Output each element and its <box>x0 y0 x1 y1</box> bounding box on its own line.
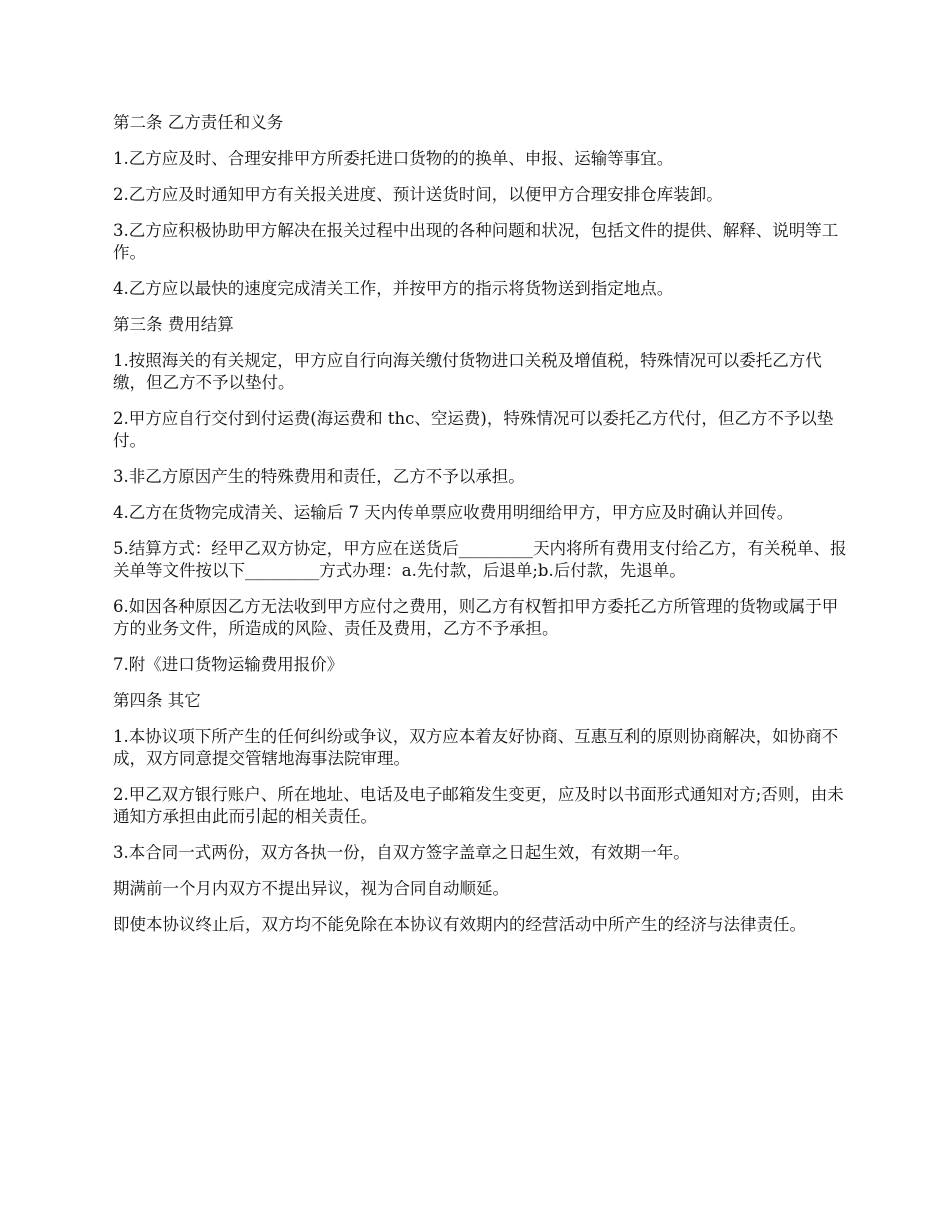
section-heading-article-4: 第四条 其它 <box>113 691 201 710</box>
clause-2-4: 4.乙方应以最快的速度完成清关工作，并按甲方的指示将货物送到指定地点。 <box>113 279 674 298</box>
section-heading-article-3: 第三条 费用结算 <box>113 315 234 334</box>
clause-4-3: 3.本合同一式两份，双方各执一份，自双方签字盖章之日起生效，有效期一年。 <box>113 843 690 862</box>
clause-3-7: 7.附《进口货物运输费用报价》 <box>113 655 344 674</box>
clause-4-survival: 即使本协议终止后，双方均不能免除在本协议有效期内的经营活动中所产生的经济与法律责任。 <box>113 915 806 934</box>
clause-2-1: 1.乙方应及时、合理安排甲方所委托进口货物的的换单、申报、运输等事宜。 <box>113 149 674 168</box>
clause-3-3: 3.非乙方原因产生的特殊费用和责任，乙方不予以承担。 <box>113 467 525 486</box>
document-body <box>113 112 848 950</box>
clause-3-6: 6.如因各种原因乙方无法收到甲方应付之费用，则乙方有权暂扣甲方委托乙方所管理的货物或属于甲方的业务文件，所造成的风险、责任及费用，乙方不予承担。 <box>113 597 839 638</box>
clause-2-2: 2.乙方应及时通知甲方有关报关进度、预计送货时间，以便甲方合理安排仓库装卸。 <box>113 185 723 204</box>
clause-2-3: 3.乙方应积极协助甲方解决在报关过程中出现的各种问题和状况，包括文件的提供、解释、说明等工作。 <box>113 221 839 262</box>
clause-3-1: 1.按照海关的有关规定，甲方应自行向海关缴付货物进口关税及增值税，特殊情况可以委托乙方代缴，但乙方不予以垫付。 <box>113 351 822 392</box>
clause-3-4: 4.乙方在货物完成清关、运输后 7 天内传单票应收费用明细给甲方，甲方应及时确认并回传。 <box>113 503 794 522</box>
clause-4-1: 1.本协议项下所产生的任何纠纷或争议，双方应本着友好协商、互惠互利的原则协商解决，如协商不成，双方同意提交管辖地海事法院审理。 <box>113 727 839 768</box>
clause-4-2: 2.甲乙双方银行账户、所在地址、电话及电子邮箱发生变更，应及时以书面形式通知对方;否则，由未通知方承担由此而引起的相关责任。 <box>113 785 844 826</box>
clause-3-5: 5.结算方式：经甲乙双方协定，甲方应在送货后_________天内将所有费用支付给乙方，有关税单、报关单等文件按以下_________方式办理：a.先付款，后退单;b.后付款，先退单。 <box>113 539 847 580</box>
clause-3-2: 2.甲方应自行交付到付运费(海运费和 thc、空运费)，特殊情况可以委托乙方代付，但乙方不予以垫付。 <box>113 409 834 450</box>
section-heading-article-2: 第二条 乙方责任和义务 <box>113 113 284 132</box>
clause-4-renewal: 期满前一个月内双方不提出异议，视为合同自动顺延。 <box>113 879 509 898</box>
